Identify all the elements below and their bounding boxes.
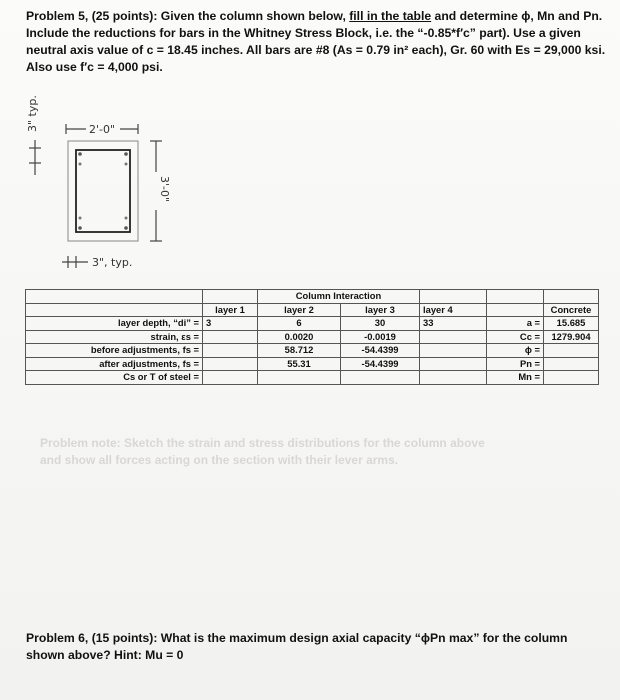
rebar-top-right bbox=[124, 152, 128, 156]
cell-layer1 bbox=[203, 330, 258, 344]
height-dimension-label: 3'-0" bbox=[158, 176, 171, 203]
faint-text-line-2: and show all forces acting on the section with their lever arms. bbox=[40, 453, 399, 467]
cell-layer2: 6 bbox=[258, 317, 341, 331]
header-spacer-layer1 bbox=[203, 290, 258, 304]
cell-layer3 bbox=[341, 371, 420, 385]
cell-layer2: 0.0020 bbox=[258, 330, 341, 344]
col-header-layer3: layer 3 bbox=[341, 303, 420, 317]
cell-layer1 bbox=[203, 344, 258, 358]
col-header-concrete-key bbox=[487, 303, 544, 317]
row-label: after adjustments, fs = bbox=[26, 357, 203, 371]
column-section-sketch bbox=[0, 0, 620, 290]
cell-layer1: 3 bbox=[203, 317, 258, 331]
cell-layer4 bbox=[420, 371, 487, 385]
table-corner-cell bbox=[26, 290, 203, 304]
cell-concrete-key: Pn = bbox=[487, 357, 544, 371]
cell-concrete-value bbox=[544, 344, 599, 358]
cell-layer3: 30 bbox=[341, 317, 420, 331]
width-dimension-label: 2'-0" bbox=[89, 123, 116, 136]
col-header-layer4: layer 4 bbox=[420, 303, 487, 317]
cell-concrete-key: Mn = bbox=[487, 371, 544, 385]
table-row bbox=[26, 371, 599, 385]
bottom-typ-label: 3", typ. bbox=[92, 256, 133, 269]
row-label: layer depth, “di” = bbox=[26, 317, 203, 331]
cell-concrete-value bbox=[544, 371, 599, 385]
cell-layer4: 33 bbox=[420, 317, 487, 331]
cell-layer3: -0.0019 bbox=[341, 330, 420, 344]
header-spacer-concrete-key bbox=[487, 290, 544, 304]
table-row bbox=[26, 357, 599, 371]
rebar-layer2-left bbox=[79, 163, 82, 166]
rebar-top-left bbox=[78, 152, 82, 156]
problem-5-title: Problem 5, (25 points): Given the column shown below, bbox=[26, 9, 350, 23]
row-label: Cs or T of steel = bbox=[26, 371, 203, 385]
table-title: Column Interaction bbox=[258, 290, 420, 304]
cell-layer1 bbox=[203, 371, 258, 385]
cell-layer3: -54.4399 bbox=[341, 357, 420, 371]
problem-6-statement: Problem 6, (15 points): What is the maximum design axial capacity “ϕPn max” for the column shown above? Hint: Mu = 0 bbox=[26, 631, 568, 662]
cell-concrete-value bbox=[544, 357, 599, 371]
cell-layer1 bbox=[203, 357, 258, 371]
problem-5-body: and determine ϕ, Mn and Pn. Include the reductions for bars in the Whitney Stress Block, i.e. the “-0.85*f′c” part). Use a given neutral axis value of c = 18.45 inches. All bars are #8 (As = 0.79 in² each), Gr. 60 with Es = 29,000 ksi. bbox=[26, 9, 606, 57]
header-spacer-concrete-val bbox=[544, 290, 599, 304]
cell-concrete-value: 1279.904 bbox=[544, 330, 599, 344]
cell-concrete-value: 15.685 bbox=[544, 317, 599, 331]
table-row bbox=[26, 344, 599, 358]
column-interaction-table bbox=[25, 289, 599, 385]
col-header-layer2: layer 2 bbox=[258, 303, 341, 317]
column-outline bbox=[68, 141, 138, 241]
rebar-bottom-right bbox=[124, 226, 128, 230]
cell-layer3: -54.4399 bbox=[341, 344, 420, 358]
header-label-cell bbox=[26, 303, 203, 317]
cell-layer4 bbox=[420, 357, 487, 371]
faint-text-line-1: Problem note: Sketch the strain and stress distributions for the column above bbox=[40, 436, 485, 450]
cell-layer2: 58.712 bbox=[258, 344, 341, 358]
row-label: strain, εs = bbox=[26, 330, 203, 344]
rebar-layer3-right bbox=[125, 217, 128, 220]
col-header-layer1: layer 1 bbox=[203, 303, 258, 317]
row-label: before adjustments, fs = bbox=[26, 344, 203, 358]
cell-layer4 bbox=[420, 344, 487, 358]
cell-layer2 bbox=[258, 371, 341, 385]
tie-rectangle bbox=[76, 150, 130, 232]
col-header-concrete: Concrete bbox=[544, 303, 599, 317]
cell-concrete-key: Cc = bbox=[487, 330, 544, 344]
cell-concrete-key: ϕ = bbox=[487, 344, 544, 358]
faint-bleed-through-text bbox=[40, 435, 600, 469]
rebar-bottom-left bbox=[78, 226, 82, 230]
problem-5-concrete-strength: Also use f′c = 4,000 psi. bbox=[26, 60, 163, 74]
cell-layer4 bbox=[420, 330, 487, 344]
fill-in-the-table-phrase: fill in the table bbox=[349, 9, 432, 23]
rebar-layer2-right bbox=[125, 163, 128, 166]
table-row bbox=[26, 317, 599, 331]
rebar-layer3-left bbox=[79, 217, 82, 220]
sketch-typ-top-label: 3" typ. bbox=[26, 95, 39, 132]
cell-concrete-key: a = bbox=[487, 317, 544, 331]
table-row bbox=[26, 330, 599, 344]
header-spacer-layer4 bbox=[420, 290, 487, 304]
cell-layer2: 55.31 bbox=[258, 357, 341, 371]
